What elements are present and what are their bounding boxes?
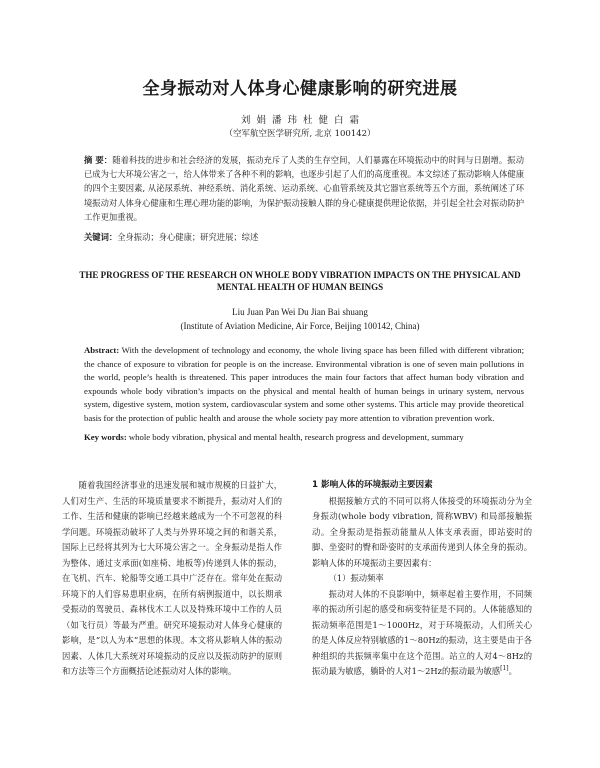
end-punctuation: 。 — [508, 666, 517, 676]
section-1-paragraph: 根据接触方式的不同可以将人体接受的环境振动分为全身振动(whole body vibration, 简称WBV) 和局部接触振动。全身振动是指振动能量从人体支承表面，即站姿时的脚、坐姿时的臀和卧姿时的支承面传递到人体全身的振动。影响人体的环境振动主要因素有： — [312, 495, 532, 568]
chinese-affiliation: （空军航空医学研究所, 北京 100142） — [224, 129, 376, 139]
chinese-keywords-label: 关键词： — [84, 232, 118, 242]
english-title: THE PROGRESS OF THE RESEARCH ON WHOLE BODY VIBRATION IMPACTS ON THE PHYSICAL AND MENTAL HEALTH OF HUMAN BEINGS — [79, 270, 521, 292]
body-right-column — [312, 478, 532, 680]
chinese-keywords — [84, 230, 524, 244]
english-keywords-text: whole body vibration, physical and mental health, research progress and development, summary — [126, 432, 464, 442]
english-keywords-label: Key words: — [84, 432, 127, 442]
intro-paragraph: 随着我国经济事业的迅速发展和城市规模的日益扩大，人们对生产、生活的环境质量要求不断提升，振动对人们的工作、生活和健康的影响已经越来越成为一个不可忽视的科学问题。环境振动破坏了人类与外界环境之间的和谐关系，国际上已经将其列为七大环境公害之一。全身振动是指人作为整体、通过支承面(如座椅、地板等)传递到人体的振动，在飞机、汽车、轮船等交通工具中广泛存在。常年处在振动环境下的人们容易患职业病，在所有病例报道中，以长期承受振动的驾驶员、森林伐木工人以及特殊环境中工作的人员（如飞行员）等最为严重。研究环境振动对人体身心健康的影响，是“以人为本”思想的体现。本文将从影响人体的振动因素、人体几大系统对环境振动的反应以及振动防护的原则和方法等三个方面概括论述振动对人体的影响。 — [62, 480, 282, 676]
subsection-1-paragraph — [312, 587, 532, 680]
subsection-1-heading: （1）振动频率 — [328, 573, 384, 583]
english-abstract-label: Abstract: — [84, 345, 120, 355]
english-abstract — [84, 344, 524, 426]
citation-marker: [1] — [500, 665, 509, 673]
english-abstract-text: With the development of technology and economy, the whole living space has been filled with different vibration; the chance of exposure to vibration for people is on the increase. Environmental vibration is one of seven main pollutions in the world, people’s health is threatened. This paper introduces the main four factors that affect human body vibration and expounds whole body vibration’s impacts on the physical and mental health of human beings in urinary system, nervous system, digestive system, motion system, cardiovascular system and some other systems. This article may provide theoretical basis for the protection of public health and arouse the whole society pay more attention to vibration prevention work. — [84, 345, 524, 423]
body-left-column — [62, 478, 282, 680]
chinese-abstract-label: 摘 要： — [84, 155, 113, 165]
chinese-keywords-text: 全身振动；身心健康；研究进展；综述 — [117, 232, 259, 242]
english-affiliation: (Institute of Aviation Medicine, Air Force, Beijing 100142, China) — [180, 321, 420, 331]
chinese-abstract-text: 随着科技的进步和社会经济的发展，振动充斥了人类的生存空间，人们暴露在环境振动中的时间与日剧增。振动已成为七大环境公害之一，给人体带来了各种不利的影响，也逐步引起了人们的高度重视。本文综述了振动影响人体健康的四个主要因素, 从泌尿系统、神经系统、消化系统、运动系统、心血管系统及其它器官系统等五个方面，系统阐述了环境振动对人体身心健康和生理心理功能的影响，为保护振动接触人群的身心健康提供理论依据，并引起全社会对振动防护工作更加重视。 — [84, 155, 524, 222]
chinese-authors: 刘 娟 潘 玮 杜 健 白 霜 — [240, 115, 360, 126]
chinese-abstract — [84, 153, 524, 224]
english-authors: Liu Juan Pan Wei Du Jian Bai shuang — [232, 307, 368, 317]
subsection-1-text: 振动对人体的不良影响中，频率起着主要作用，不同频率的振动所引起的感受和病变特征是不同的。人体能感知的振动频率范围是1～1000Hz，对于环境振动，人们所关心的是人体反应特别敏感的1～80Hz的振动，这主要是由于各种组织的共振频率集中在这个范围。站立的人对4～8Hz的振动最为敏感，躺卧的人对1～2Hz的振动最为敏感 — [312, 588, 532, 676]
chinese-title: 全身振动对人体身心健康影响的研究进展 — [142, 79, 458, 99]
english-keywords — [84, 431, 524, 445]
section-1-heading: 1 影响人体的环境振动主要因素 — [312, 480, 433, 490]
